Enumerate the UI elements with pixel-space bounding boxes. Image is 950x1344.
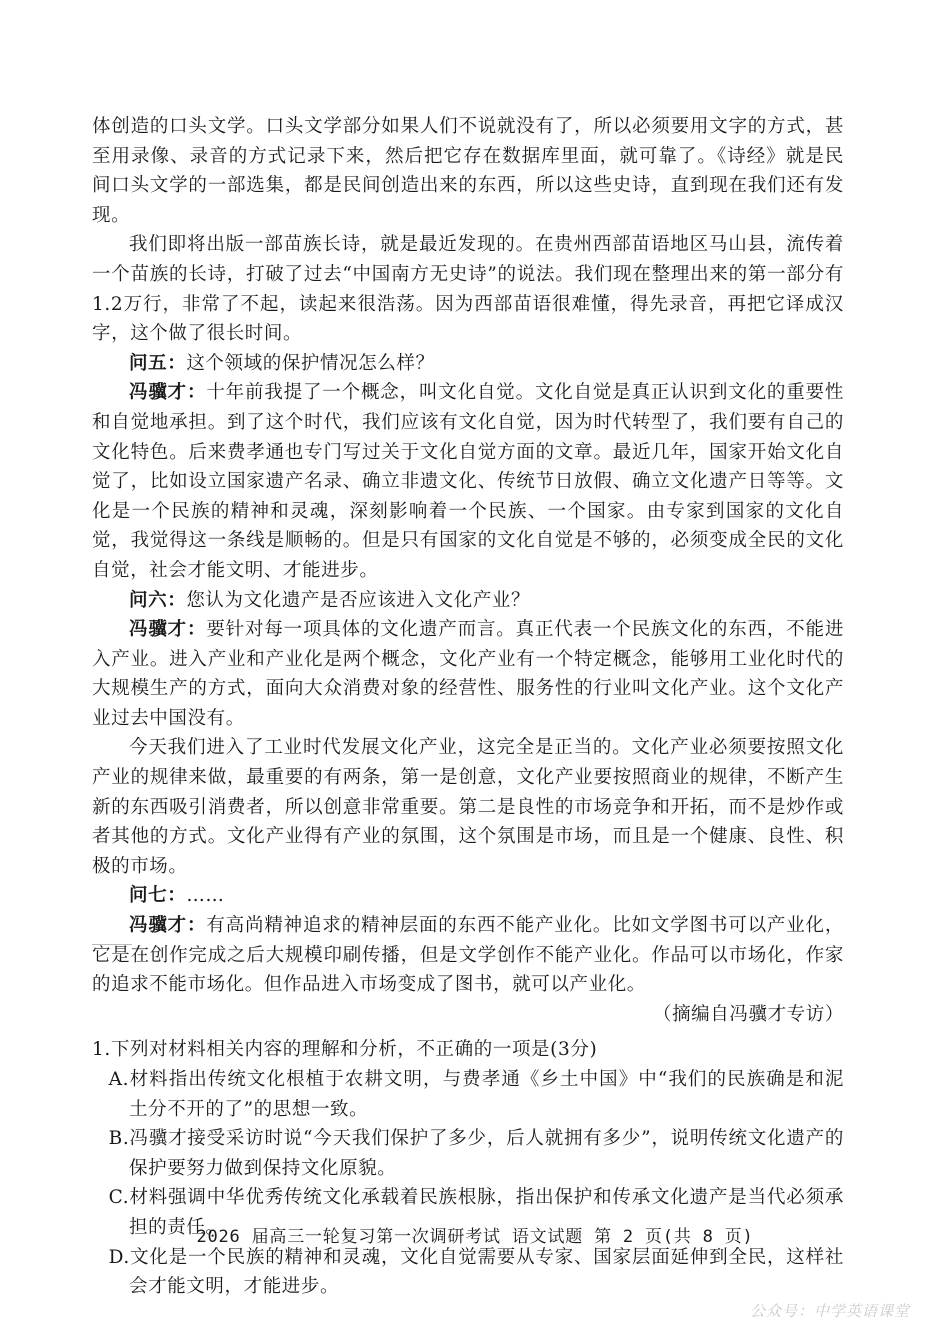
- page-footer: 2026 届高三一轮复习第一次调研考试 语文试题 第 2 页(共 8 页): [196, 1227, 754, 1247]
- option-d: D.文化是一个民族的精神和灵魂，文化自觉需要从专家、国家层面延伸到全民，这样社会才能文明，才能进步。: [108, 1246, 844, 1298]
- watermark: 公众号：中学英语课堂: [749, 1302, 910, 1320]
- option-c: C.材料强调中华优秀传统文化承载着民族根脉，指出保护和传承文化遗产是当代必须承担的责任。: [108, 1187, 844, 1238]
- question-five: 问五：这个领域的保护情况怎么样？: [129, 352, 435, 374]
- paragraph: 我们即将出版一部苗族长诗，就是最近发现的。在贵州西部苗语地区马山县，流传着一个苗族的长诗，打破了过去“中国南方无史诗”的说法。我们现在整理出来的第一部分有1.2万行，非常了不起，读起来很浩荡。因为西部苗语很难懂，得先录音，再把它译成汉字，这个做了很长时间。: [92, 234, 844, 345]
- question-six: 问六：您认为文化遗产是否应该进入文化产业？: [129, 589, 531, 611]
- question-seven: 问七：……: [129, 885, 225, 907]
- answer-five: 冯骥才：十年前我提了一个概念，叫文化自觉。文化自觉是真正认识到文化的重要性和自觉地承担。到了这个时代，我们应该有文化自觉，因为时代转型了，我们要有自己的文化特色。后来费孝通也专门写过关于文化自觉方面的文章。最近几年，国家开始文化自觉了，比如设立国家遗产名录、确立非遗文化、传统节日放假、确立文化遗产日等等。文化是一个民族的精神和灵魂，深刻影响着一个民族、一个国家。由专家到国家的文化自觉，我觉得这一条线是顺畅的。但是只有国家的文化自觉是不够的，必须变成全民的文化自觉，社会才能文明、才能进步。: [92, 382, 844, 581]
- question-label: 问五：: [129, 352, 187, 374]
- section-divider: [92, 944, 132, 945]
- paragraph: 今天我们进入了工业时代发展文化产业，这完全是正当的。文化产业必须要按照文化产业的规律来做，最重要的有两条，第一是创意，文化产业要按照商业的规律，不断产生新的东西吸引消费者，所以创意非常重要。第二是良性的市场竞争和开拓，而不是炒作或者其他的方式。文化产业得有产业的氛围，这个氛围是市场，而且是一个健康、良性、积极的市场。: [92, 737, 844, 877]
- answer-six: 冯骥才：要针对每一项具体的文化遗产而言。真正代表一个民族文化的东西，不能进入产业。进入产业和产业化是两个概念，文化产业有一个特定概念，能够用工业化时代的大规模生产的方式，面向大众消费对象的经营性、服务性的行业叫文化产业。这个文化产业过去中国没有。: [92, 619, 844, 729]
- question-stem: 1.下列对材料相关内容的理解和分析，不正确的一项是(3分): [92, 1039, 598, 1061]
- speaker-label: 冯骥才：: [129, 619, 207, 641]
- question-label: 问六：: [129, 589, 187, 611]
- option-b: B.冯骥才接受采访时说“今天我们保护了多少，后人就拥有多少”，说明传统文化遗产的保护要努力做到保持文化原貌。: [108, 1128, 844, 1179]
- question-1: [92, 1035, 844, 1301]
- speaker-label: 冯骥才：: [129, 382, 207, 404]
- paragraph: 体创造的口头文学。口头文学部分如果人们不说就没有了，所以必须要用文字的方式，甚至用录像、录音的方式记录下来，然后把它存在数据库里面，就可靠了。《诗经》就是民间口头文学的一部选集，都是民间创造出来的东西，所以这些史诗，直到现在我们还有发现。: [92, 116, 844, 226]
- article-body: [92, 112, 844, 1302]
- question-label: 问七：: [129, 885, 187, 907]
- speaker-label: 冯骥才：: [129, 915, 207, 937]
- source-citation: （摘编自冯骥才专访）: [652, 1003, 844, 1025]
- answer-seven: 冯骥才：有高尚精神追求的精神层面的东西不能产业化。比如文学图书可以产业化，它是在创作完成之后大规模印刷传播，但是文学创作不能产业化。作品可以市场化，作家的追求不能市场化。但作品进入市场变成了图书，就可以产业化。: [92, 915, 844, 996]
- option-a: A.材料指出传统文化根植于农耕文明，与费孝通《乡土中国》中“我们的民族确是和泥土分不开的了”的思想一致。: [108, 1069, 844, 1120]
